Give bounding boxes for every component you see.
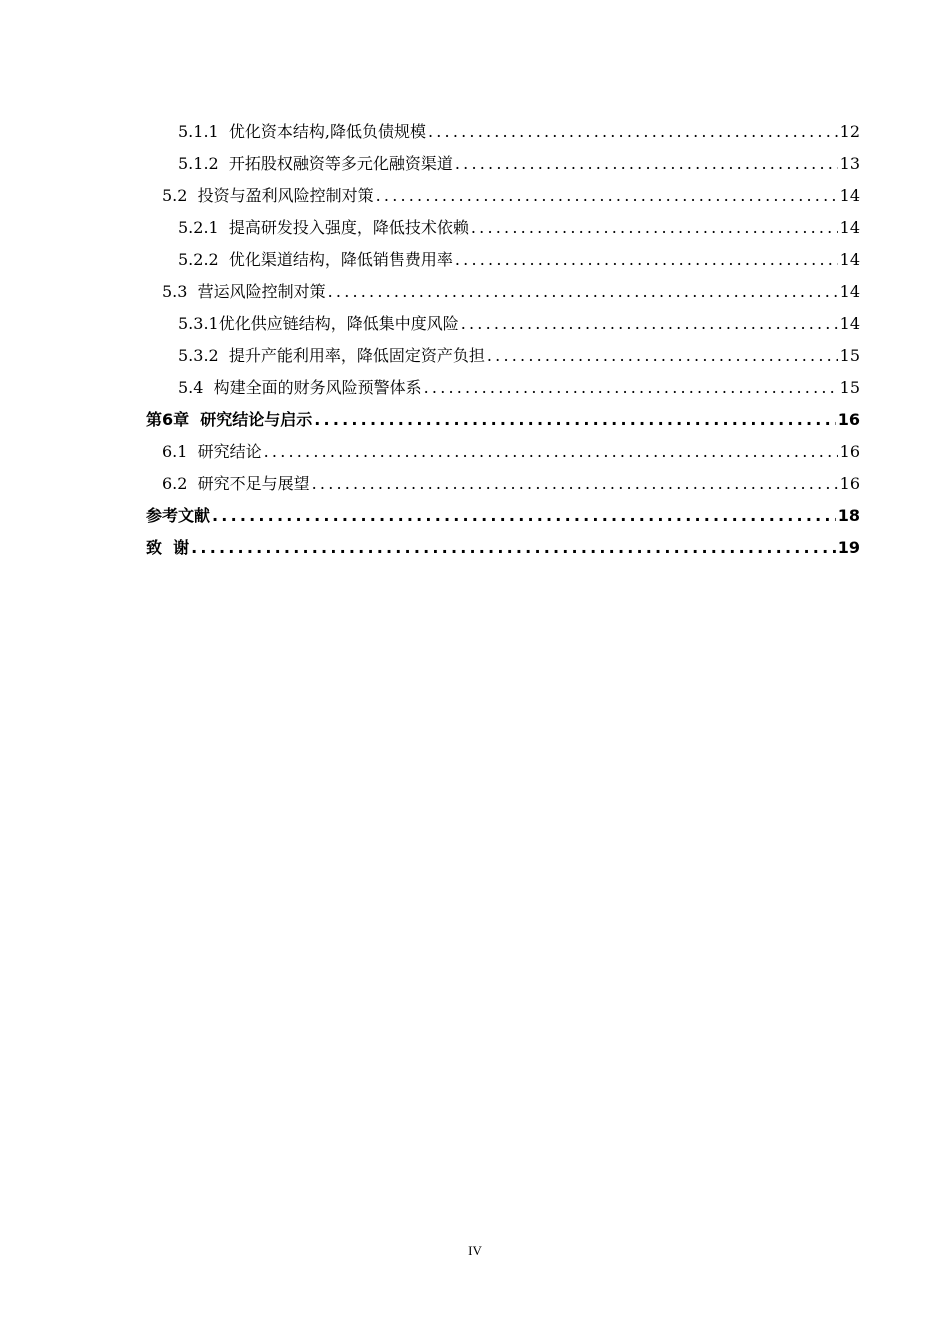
toc-entry[interactable]	[146, 340, 860, 372]
toc-entry-title: 5.3.1优化供应链结构，降低集中度风险	[178, 314, 459, 333]
toc-entry-title: 5.4 构建全面的财务风险预警体系	[178, 378, 422, 397]
toc-entry-title: 致 谢	[146, 538, 190, 557]
toc-entry-title: 5.3 营运风险控制对策	[162, 282, 326, 301]
toc-entry-page: 19	[837, 538, 860, 557]
toc-leader-dots	[455, 244, 838, 276]
toc-entry-page: 16	[839, 442, 860, 461]
toc-leader-dots	[461, 308, 838, 340]
toc-entry-page: 14	[839, 282, 860, 301]
toc-leader-dots	[455, 148, 838, 180]
toc-entry[interactable]	[146, 436, 860, 468]
toc-entry-page: 14	[839, 186, 860, 205]
toc-entry-page: 14	[839, 250, 860, 269]
toc-entry-title: 6.2 研究不足与展望	[162, 474, 310, 493]
toc-leader-dots	[471, 212, 838, 244]
toc-entry-title: 5.3.2 提升产能利用率，降低固定资产负担	[178, 346, 485, 365]
toc-leader-dots	[191, 532, 836, 564]
toc-leader-dots	[328, 276, 838, 308]
toc-entry-page: 14	[839, 218, 860, 237]
toc-entry-page: 18	[837, 506, 860, 525]
toc-leader-dots	[424, 372, 838, 404]
toc-entry-title: 参考文献	[146, 506, 211, 525]
toc-entry[interactable]	[146, 468, 860, 500]
toc-leader-dots	[428, 116, 838, 148]
toc-leader-dots	[312, 468, 838, 500]
toc-entry[interactable]	[146, 500, 860, 532]
toc-entry[interactable]	[146, 212, 860, 244]
toc-entry[interactable]	[146, 308, 860, 340]
toc-entry[interactable]	[146, 276, 860, 308]
toc-leader-dots	[376, 180, 838, 212]
toc-entry[interactable]	[146, 244, 860, 276]
toc-entry[interactable]	[146, 404, 860, 436]
toc-entry-title: 5.2.1 提高研发投入强度，降低技术依赖	[178, 218, 469, 237]
toc-entry-page: 15	[839, 346, 860, 365]
table-of-contents	[146, 116, 860, 564]
toc-entry-title: 5.1.1 优化资本结构,降低负债规模	[178, 122, 426, 141]
toc-entry-page: 12	[839, 122, 860, 141]
toc-entry-page: 13	[839, 154, 860, 173]
toc-leader-dots	[212, 500, 836, 532]
toc-entry[interactable]	[146, 180, 860, 212]
toc-entry-title: 5.2.2 优化渠道结构，降低销售费用率	[178, 250, 453, 269]
toc-entry-title: 5.2 投资与盈利风险控制对策	[162, 186, 374, 205]
toc-entry[interactable]	[146, 148, 860, 180]
toc-leader-dots	[264, 436, 838, 468]
toc-entry-page: 15	[839, 378, 860, 397]
toc-entry-title: 6.1 研究结论	[162, 442, 262, 461]
toc-entry[interactable]	[146, 532, 860, 564]
toc-entry-title: 5.1.2 开拓股权融资等多元化融资渠道	[178, 154, 453, 173]
toc-entry-page: 16	[839, 474, 860, 493]
toc-entry[interactable]	[146, 116, 860, 148]
page-number: IV	[468, 1243, 482, 1258]
toc-leader-dots	[314, 404, 835, 436]
toc-leader-dots	[487, 340, 838, 372]
toc-entry[interactable]	[146, 372, 860, 404]
toc-entry-page: 14	[839, 314, 860, 333]
toc-entry-page: 16	[837, 410, 860, 429]
toc-entry-title: 第6章 研究结论与启示	[146, 410, 313, 429]
